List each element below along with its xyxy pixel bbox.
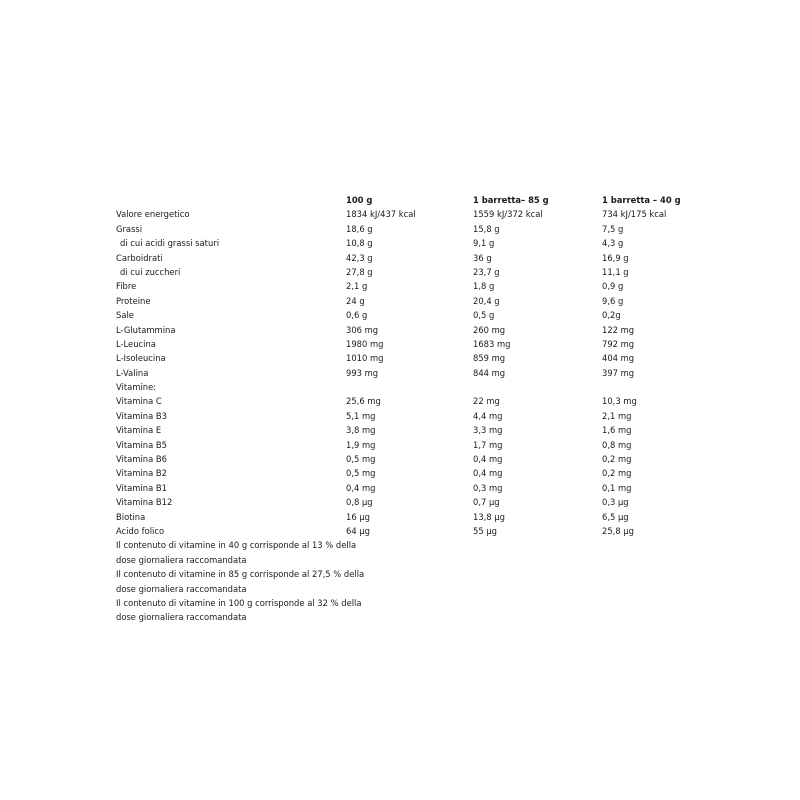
table-row	[116, 380, 676, 394]
value-85g: 20,4 g	[473, 295, 500, 306]
value-85g: 0,3 mg	[473, 482, 503, 493]
value-100g: 25,6 mg	[346, 396, 381, 407]
value-100g: 24 g	[346, 295, 365, 306]
value-40g: 404 mg	[602, 353, 635, 364]
footnotes	[116, 538, 676, 624]
value-85g: 260 mg	[473, 324, 506, 335]
nutrient-label: L-Leucina	[116, 338, 156, 349]
table-row	[116, 251, 676, 265]
nutrient-label: di cui acidi grassi saturi	[120, 238, 220, 249]
value-40g: 0,2g	[602, 310, 621, 321]
value-40g: 0,3 µg	[602, 497, 629, 508]
nutrient-label: Biotina	[116, 511, 146, 522]
footnote-line: dose giornaliera raccomandata	[116, 554, 247, 565]
header-85g-bar: 1 barretta– 85 g	[473, 195, 549, 205]
table-row	[116, 323, 676, 337]
nutrient-label: di cui zuccheri	[120, 266, 181, 277]
value-85g: 0,4 mg	[473, 454, 503, 465]
footnote-line: dose giornaliera raccomandata	[116, 612, 247, 623]
value-40g: 2,1 mg	[602, 410, 632, 421]
table-row	[116, 481, 676, 495]
value-85g: 1,7 mg	[473, 439, 503, 450]
value-100g: 64 µg	[346, 525, 370, 536]
value-40g: 397 mg	[602, 367, 635, 378]
table-row	[116, 409, 676, 423]
table-row	[116, 510, 676, 524]
value-40g: 10,3 mg	[602, 396, 637, 407]
table-row	[116, 265, 676, 279]
table-row	[116, 438, 676, 452]
value-100g: 1010 mg	[346, 353, 384, 364]
value-85g: 36 g	[473, 252, 492, 263]
value-40g: 25,8 µg	[602, 525, 634, 536]
nutrient-label: Valore energetico	[116, 209, 190, 220]
table-row	[116, 466, 676, 480]
value-100g: 306 mg	[346, 324, 379, 335]
nutrient-label: Vitamina B6	[116, 454, 167, 465]
value-40g: 792 mg	[602, 338, 635, 349]
value-85g: 1,8 g	[473, 281, 495, 292]
footnote-line: dose giornaliera raccomandata	[116, 583, 247, 594]
value-85g: 13,8 µg	[473, 511, 505, 522]
value-85g: 4,4 mg	[473, 410, 503, 421]
nutrient-label: Proteine	[116, 295, 151, 306]
value-40g: 0,9 g	[602, 281, 624, 292]
nutrient-label: Vitamina E	[116, 425, 162, 436]
value-100g: 5,1 mg	[346, 410, 376, 421]
value-100g: 3,8 mg	[346, 425, 376, 436]
value-40g: 11,1 g	[602, 266, 629, 277]
nutrient-label: Vitamina B12	[116, 497, 173, 508]
value-100g: 0,5 mg	[346, 454, 376, 465]
footnote-line: Il contenuto di vitamine in 40 g corrisponde al 13 % della	[116, 540, 357, 551]
value-100g: 2,1 g	[346, 281, 368, 292]
value-85g: 22 mg	[473, 396, 500, 407]
nutrition-table	[116, 193, 681, 625]
nutrient-label: Grassi	[116, 223, 143, 234]
value-85g: 3,3 mg	[473, 425, 503, 436]
value-100g: 1834 kJ/437 kcal	[346, 209, 416, 220]
table-row	[116, 495, 676, 509]
table-row	[116, 207, 676, 221]
nutrient-label: Vitamina B1	[116, 482, 167, 493]
nutrient-label: Sale	[116, 310, 134, 321]
value-85g: 1559 kJ/372 kcal	[473, 209, 543, 220]
value-40g: 0,2 mg	[602, 454, 632, 465]
value-85g: 0,7 µg	[473, 497, 500, 508]
nutrient-label: L-Isoleucina	[116, 353, 166, 364]
table-row	[116, 351, 676, 365]
value-40g: 9,6 g	[602, 295, 624, 306]
table-body	[116, 207, 676, 538]
header-40g-bar: 1 barretta – 40 g	[602, 195, 681, 205]
value-100g: 0,4 mg	[346, 482, 376, 493]
table-row	[116, 337, 676, 351]
value-85g: 55 µg	[473, 525, 497, 536]
value-40g: 122 mg	[602, 324, 635, 335]
nutrient-label: Vitamine:	[116, 382, 157, 393]
value-100g: 27,8 g	[346, 266, 373, 277]
value-85g: 0,4 mg	[473, 468, 503, 479]
value-40g: 7,5 g	[602, 223, 624, 234]
footnote-line: Il contenuto di vitamine in 85 g corrisponde al 27,5 % della	[116, 569, 365, 580]
nutrient-label: Acido folico	[116, 525, 165, 536]
value-100g: 0,5 mg	[346, 468, 376, 479]
table-row	[116, 394, 676, 408]
value-100g: 993 mg	[346, 367, 379, 378]
value-40g: 4,3 g	[602, 238, 624, 249]
table-row	[116, 222, 676, 236]
value-85g: 9,1 g	[473, 238, 495, 249]
value-100g: 1,9 mg	[346, 439, 376, 450]
table-row	[116, 294, 676, 308]
table-row	[116, 279, 676, 293]
nutrient-label: L-Glutammina	[116, 324, 176, 335]
value-85g: 1683 mg	[473, 338, 511, 349]
nutrient-label: Vitamina B2	[116, 468, 167, 479]
value-85g: 844 mg	[473, 367, 506, 378]
value-40g: 16,9 g	[602, 252, 629, 263]
value-100g: 0,8 µg	[346, 497, 373, 508]
nutrient-label: L-Valina	[116, 367, 149, 378]
value-85g: 23,7 g	[473, 266, 500, 277]
value-40g: 1,6 mg	[602, 425, 632, 436]
table-row	[116, 524, 676, 538]
table-row	[116, 308, 676, 322]
table-row	[116, 236, 676, 250]
value-100g: 1980 mg	[346, 338, 384, 349]
value-100g: 42,3 g	[346, 252, 373, 263]
table-row	[116, 452, 676, 466]
value-100g: 10,8 g	[346, 238, 373, 249]
value-85g: 0,5 g	[473, 310, 495, 321]
value-100g: 18,6 g	[346, 223, 373, 234]
nutrient-label: Vitamina B5	[116, 439, 167, 450]
footnote-line: Il contenuto di vitamine in 100 g corrisponde al 32 % della	[116, 597, 362, 608]
table-header-row	[116, 193, 681, 207]
value-85g: 859 mg	[473, 353, 506, 364]
value-40g: 0,1 mg	[602, 482, 632, 493]
header-100g: 100 g	[346, 195, 373, 205]
value-85g: 15,8 g	[473, 223, 500, 234]
nutrient-label: Fibre	[116, 281, 137, 292]
nutrient-label: Vitamina C	[116, 396, 162, 407]
nutrient-label: Vitamina B3	[116, 410, 167, 421]
value-100g: 0,6 g	[346, 310, 368, 321]
value-40g: 734 kJ/175 kcal	[602, 209, 667, 220]
value-40g: 0,8 mg	[602, 439, 632, 450]
table-row	[116, 366, 676, 380]
nutrient-label: Carboidrati	[116, 252, 163, 263]
value-100g: 16 µg	[346, 511, 370, 522]
value-40g: 6,5 µg	[602, 511, 629, 522]
value-40g: 0,2 mg	[602, 468, 632, 479]
table-row	[116, 423, 676, 437]
